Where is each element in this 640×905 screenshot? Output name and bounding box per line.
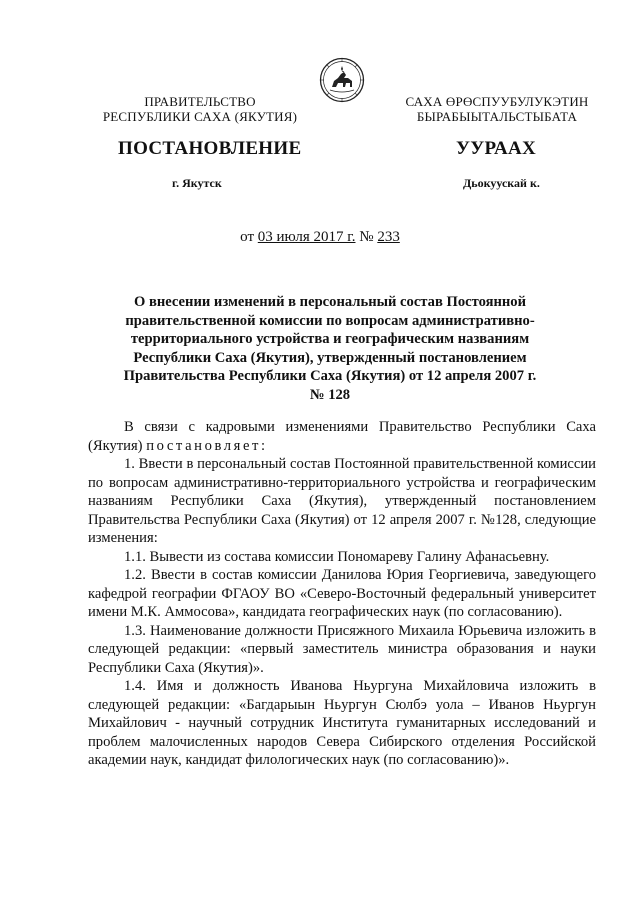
document-type-russian: ПОСТАНОВЛЕНИЕ bbox=[118, 138, 302, 159]
government-name-sakha bbox=[387, 94, 607, 124]
document-type-sakha: УУРААХ bbox=[456, 138, 537, 159]
header-left-line-1: ПРАВИТЕЛЬСТВО bbox=[144, 94, 256, 109]
document-subject: О внесении изменений в персональный состав Постоянной правительственной комиссии по вопросам административно-территориального устройства и географическим названиям Республики Саха (Якутия), утвержденный постановлением Правительства Республики Саха (Якутия) от 12 апреля 2007 г. № 128 bbox=[123, 294, 537, 403]
document-body bbox=[88, 418, 596, 770]
city-sakha: Дьокуускай к. bbox=[463, 176, 540, 190]
header-right-line-1: САХА ӨРӨСПУУБУЛУКЭТИН bbox=[405, 94, 589, 109]
coat-of-arms-icon bbox=[319, 57, 365, 103]
item-1-3: 1.3. Наименование должности Присяжного Михаила Юрьевича изложить в следующей редакции: «первый заместитель министра образования и науки Республики Саха (Якутия)». bbox=[88, 622, 596, 676]
document-date: 03 июля 2017 г. bbox=[257, 229, 356, 245]
city-russian: г. Якутск bbox=[172, 176, 222, 190]
header-right-line-2: БЫРАБЫЫТАЛЬСТЫБАТА bbox=[416, 109, 578, 124]
item-1-4: 1.4. Имя и должность Иванова Ньургуна Михайловича изложить в следующей редакции: «Багдарыын Ньургун Сюлбэ уола – Иванов Ньургун Михайлович - научный сотрудник Института гуманитарных исследований и проблем малочисленных народов Севера Сибирского отделения Российской академии наук, кандидат филологических наук (по согласованию)». bbox=[88, 678, 596, 768]
government-name-russian bbox=[100, 94, 300, 124]
intro-paragraph bbox=[88, 418, 596, 455]
document-number: 233 bbox=[377, 229, 400, 245]
decree-word: постановляет: bbox=[146, 437, 268, 454]
item-1-2: 1.2. Ввести в состав комиссии Данилова Юрия Георгиевича, заведующего кафедрой географии ФГАОУ ВО «Северо-Восточный федеральный университет имени М.К. Аммосова», кандидата географических наук (по согласованию). bbox=[88, 567, 596, 620]
number-sign: № bbox=[355, 229, 378, 245]
item-1: 1. Ввести в персональный состав Постоянной правительственной комиссии по вопросам административно-территориального устройства и географическим названиям Республики Саха (Якутия), утвержденный постановлением Правительства Республики Саха (Якутия) от 12 апреля 2007 г. №128, следующие изменения: bbox=[88, 456, 596, 546]
date-prefix: от bbox=[240, 229, 258, 245]
header-left-line-2: РЕСПУБЛИКИ САХА (ЯКУТИЯ) bbox=[102, 109, 298, 124]
intro-text: В связи с кадровыми изменениями Правительство Республики Саха (Якутия) bbox=[88, 419, 596, 454]
item-1-1: 1.1. Вывести из состава комиссии Пономареву Галину Афанасьевну. bbox=[124, 548, 550, 565]
document-date-number bbox=[0, 229, 640, 246]
